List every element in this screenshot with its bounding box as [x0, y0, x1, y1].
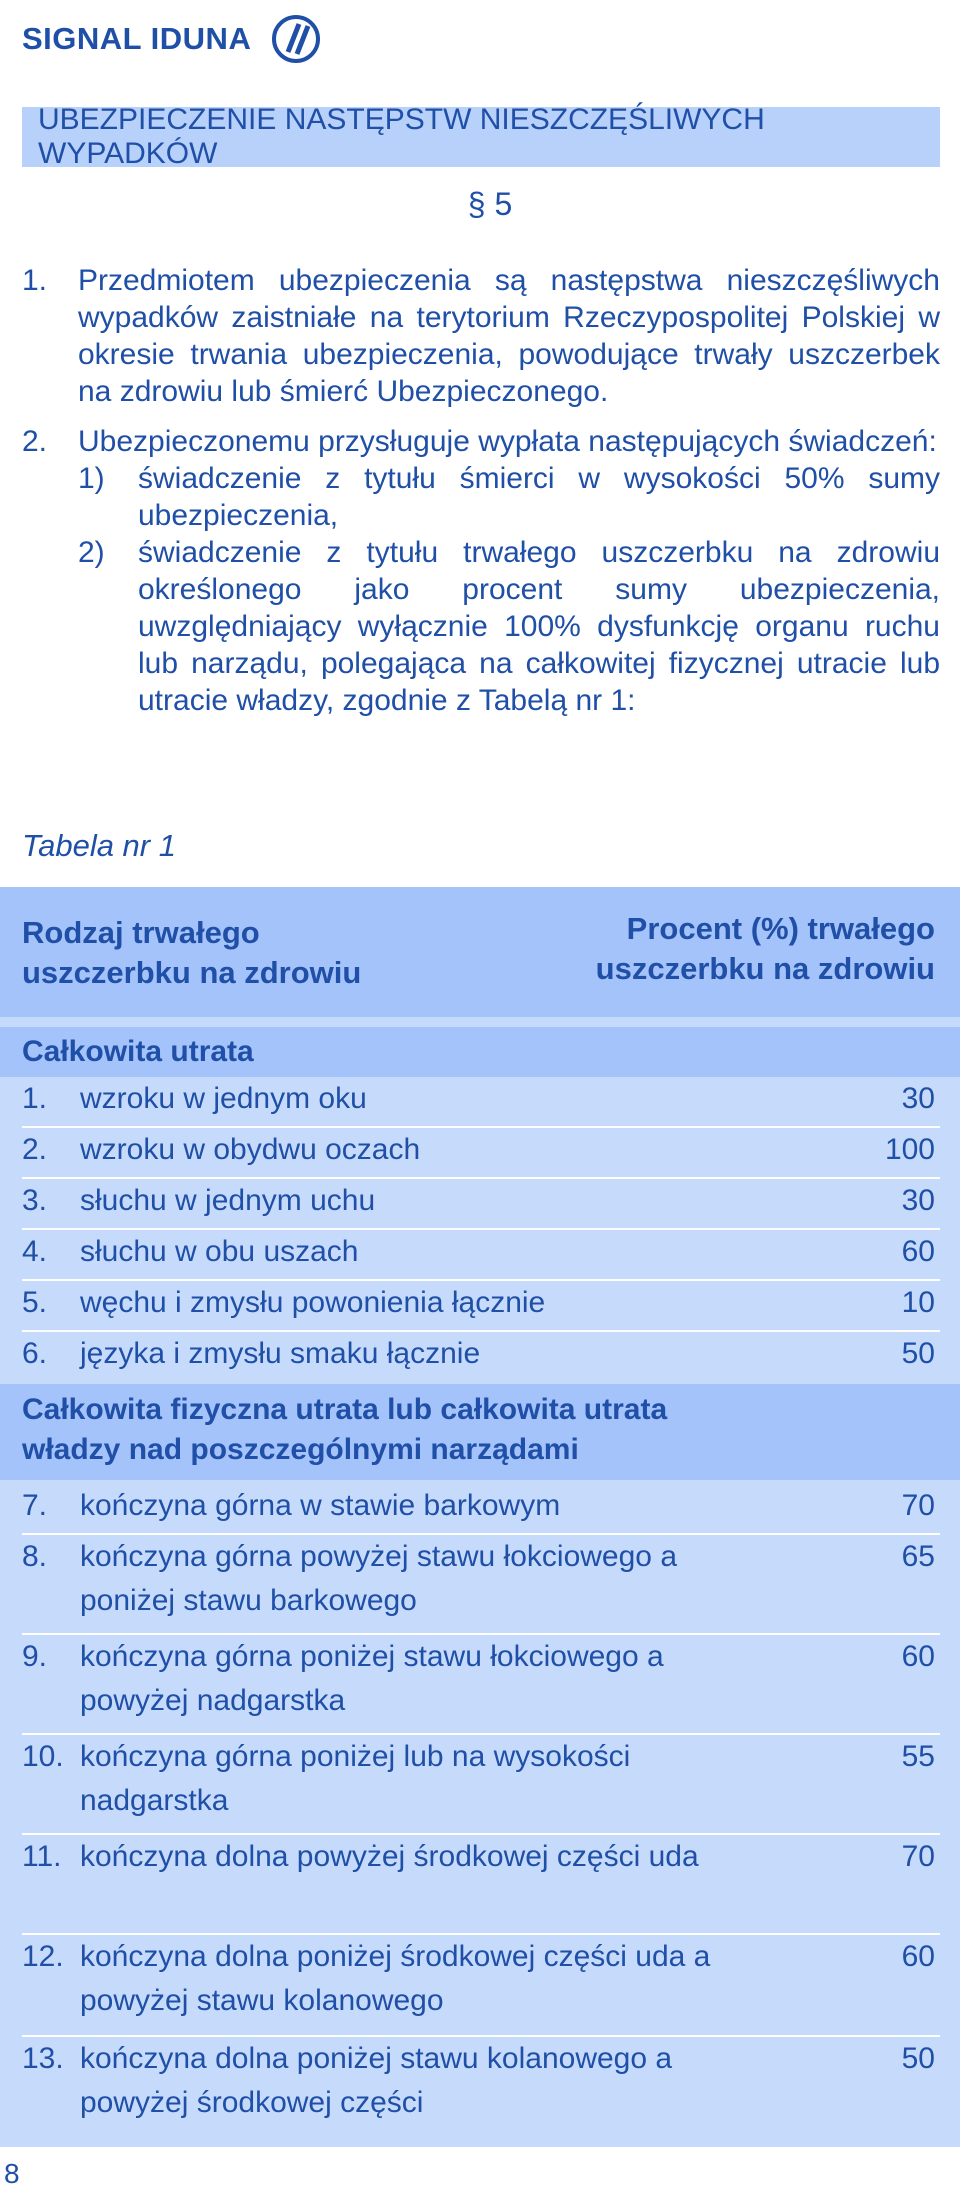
row-number: 6. — [22, 1337, 48, 1370]
subpoint-number: 2) — [78, 536, 105, 569]
row-description: kończyna dolna powyżej środkowej części uda — [80, 1840, 699, 1873]
row-value: 50 — [901, 1337, 935, 1370]
row-description: węchu i zmysłu powonienia łącznie — [80, 1286, 546, 1319]
row-value: 30 — [901, 1082, 935, 1115]
point-text: Ubezpieczonemu przysługuje wypłata następujących świadczeń: — [78, 425, 937, 458]
point-number: 2. — [22, 425, 48, 458]
subpoint-1 — [78, 460, 940, 534]
brand-name: SIGNAL IDUNA — [22, 21, 252, 56]
header — [22, 6, 321, 72]
table-row — [0, 1332, 960, 1382]
row-description: słuchu w jednym uchu — [80, 1184, 376, 1217]
row-description: kończyna górna w stawie barkowym — [80, 1489, 561, 1522]
row-number: 13. — [22, 2042, 64, 2075]
table-row — [0, 1281, 960, 1332]
row-description: kończyna dolna poniżej stawu kolanowego a powyżej środkowej części — [80, 2042, 673, 2119]
subpoint-text: świadczenie z tytułu trwałego uszczerbku na zdrowiu określonego jako procent sumy ubezpieczenia, uwzględniający wyłącznie 100% dysfunkcję organu ruchu lub narządu, polegająca na całkowitej fizycznej utracie lub utracie władzy, zgodnie z Tabelą nr 1: — [138, 536, 940, 717]
table-header — [0, 887, 960, 1017]
table-row — [0, 1077, 960, 1128]
point-number: 1. — [22, 264, 48, 297]
points-list — [22, 262, 940, 732]
row-description: wzroku w jednym oku — [80, 1082, 367, 1115]
table-row — [0, 1128, 960, 1179]
table-row — [0, 2037, 960, 2137]
row-value: 55 — [901, 1740, 935, 1773]
row-description: kończyna dolna poniżej środkowej części uda a powyżej stawu kolanowego — [80, 1940, 711, 2017]
table-label: Tabela nr 1 — [22, 828, 176, 863]
row-number: 5. — [22, 1286, 48, 1319]
signal-iduna-logo-icon — [271, 14, 321, 64]
section-number: § 5 — [467, 186, 513, 222]
subpoint-text: świadczenie z tytułu śmierci w wysokości 50% sumy ubezpieczenia, — [138, 462, 940, 532]
row-value: 100 — [884, 1133, 935, 1166]
row-number: 1. — [22, 1082, 48, 1115]
row-number: 3. — [22, 1184, 48, 1217]
document-title: UBEZPIECZENIE NASTĘPSTW NIESZCZĘŚLIWYCH WYPADKÓW — [22, 107, 940, 167]
row-number: 8. — [22, 1540, 48, 1573]
row-value: 70 — [901, 1489, 935, 1522]
injury-table — [0, 887, 960, 2147]
page-number: 8 — [4, 2158, 20, 2189]
table-row — [0, 1935, 960, 2037]
table-row — [0, 1484, 960, 1535]
group-header-physical-loss — [0, 1384, 960, 1480]
table-row — [0, 1835, 960, 1935]
row-number: 2. — [22, 1133, 48, 1166]
row-description: kończyna górna poniżej lub na wysokości nadgarstka — [80, 1740, 631, 1817]
row-description: kończyna górna poniżej stawu łokciowego a powyżej nadgarstka — [80, 1640, 664, 1717]
subpoint-2 — [78, 534, 940, 719]
subpoint-number: 1) — [78, 462, 105, 495]
column-header-type: Rodzaj trwałego uszczerbku na zdrowiu — [22, 915, 362, 990]
table-row — [0, 1535, 960, 1635]
row-value: 70 — [901, 1840, 935, 1873]
row-number: 7. — [22, 1489, 48, 1522]
group-header-text: Całkowita fizyczna utrata lub całkowita utrata władzy nad poszczególnymi narządami — [22, 1393, 668, 1466]
row-description: kończyna górna powyżej stawu łokciowego a poniżej stawu barkowego — [80, 1540, 677, 1617]
row-value: 50 — [901, 2042, 935, 2075]
row-value: 60 — [901, 1235, 935, 1268]
row-number: 11. — [22, 1840, 62, 1873]
row-number: 9. — [22, 1640, 48, 1673]
row-description: słuchu w obu uszach — [80, 1235, 359, 1268]
row-description: wzroku w obydwu oczach — [80, 1133, 421, 1166]
row-value: 60 — [901, 1940, 935, 1973]
table-row — [0, 1735, 960, 1835]
row-number: 12. — [22, 1940, 64, 1973]
point-body — [78, 423, 940, 719]
row-number: 10. — [22, 1740, 64, 1773]
row-description: języka i zmysłu smaku łącznie — [80, 1337, 481, 1370]
point-1 — [22, 262, 940, 410]
row-number: 4. — [22, 1235, 48, 1268]
row-value: 30 — [901, 1184, 935, 1217]
table-row — [0, 1230, 960, 1281]
group-header-total-loss: Całkowita utrata — [0, 1027, 960, 1077]
table-row — [0, 1635, 960, 1735]
point-text: Przedmiotem ubezpieczenia są następstwa nieszczęśliwych wypadków zaistniałe na terytorium Rzeczypospolitej Polskiej w okresie trwania ubezpieczenia, powodujące trwały uszczerbek na zdrowiu lub śmierć Ubezpieczonego. — [78, 264, 940, 408]
row-value: 10 — [901, 1286, 935, 1319]
row-value: 60 — [901, 1640, 935, 1673]
column-header-percent: Procent (%) trwałego uszczerbku na zdrowiu — [595, 911, 935, 986]
point-2 — [22, 423, 940, 719]
table-row — [0, 1179, 960, 1230]
row-value: 65 — [901, 1540, 935, 1573]
